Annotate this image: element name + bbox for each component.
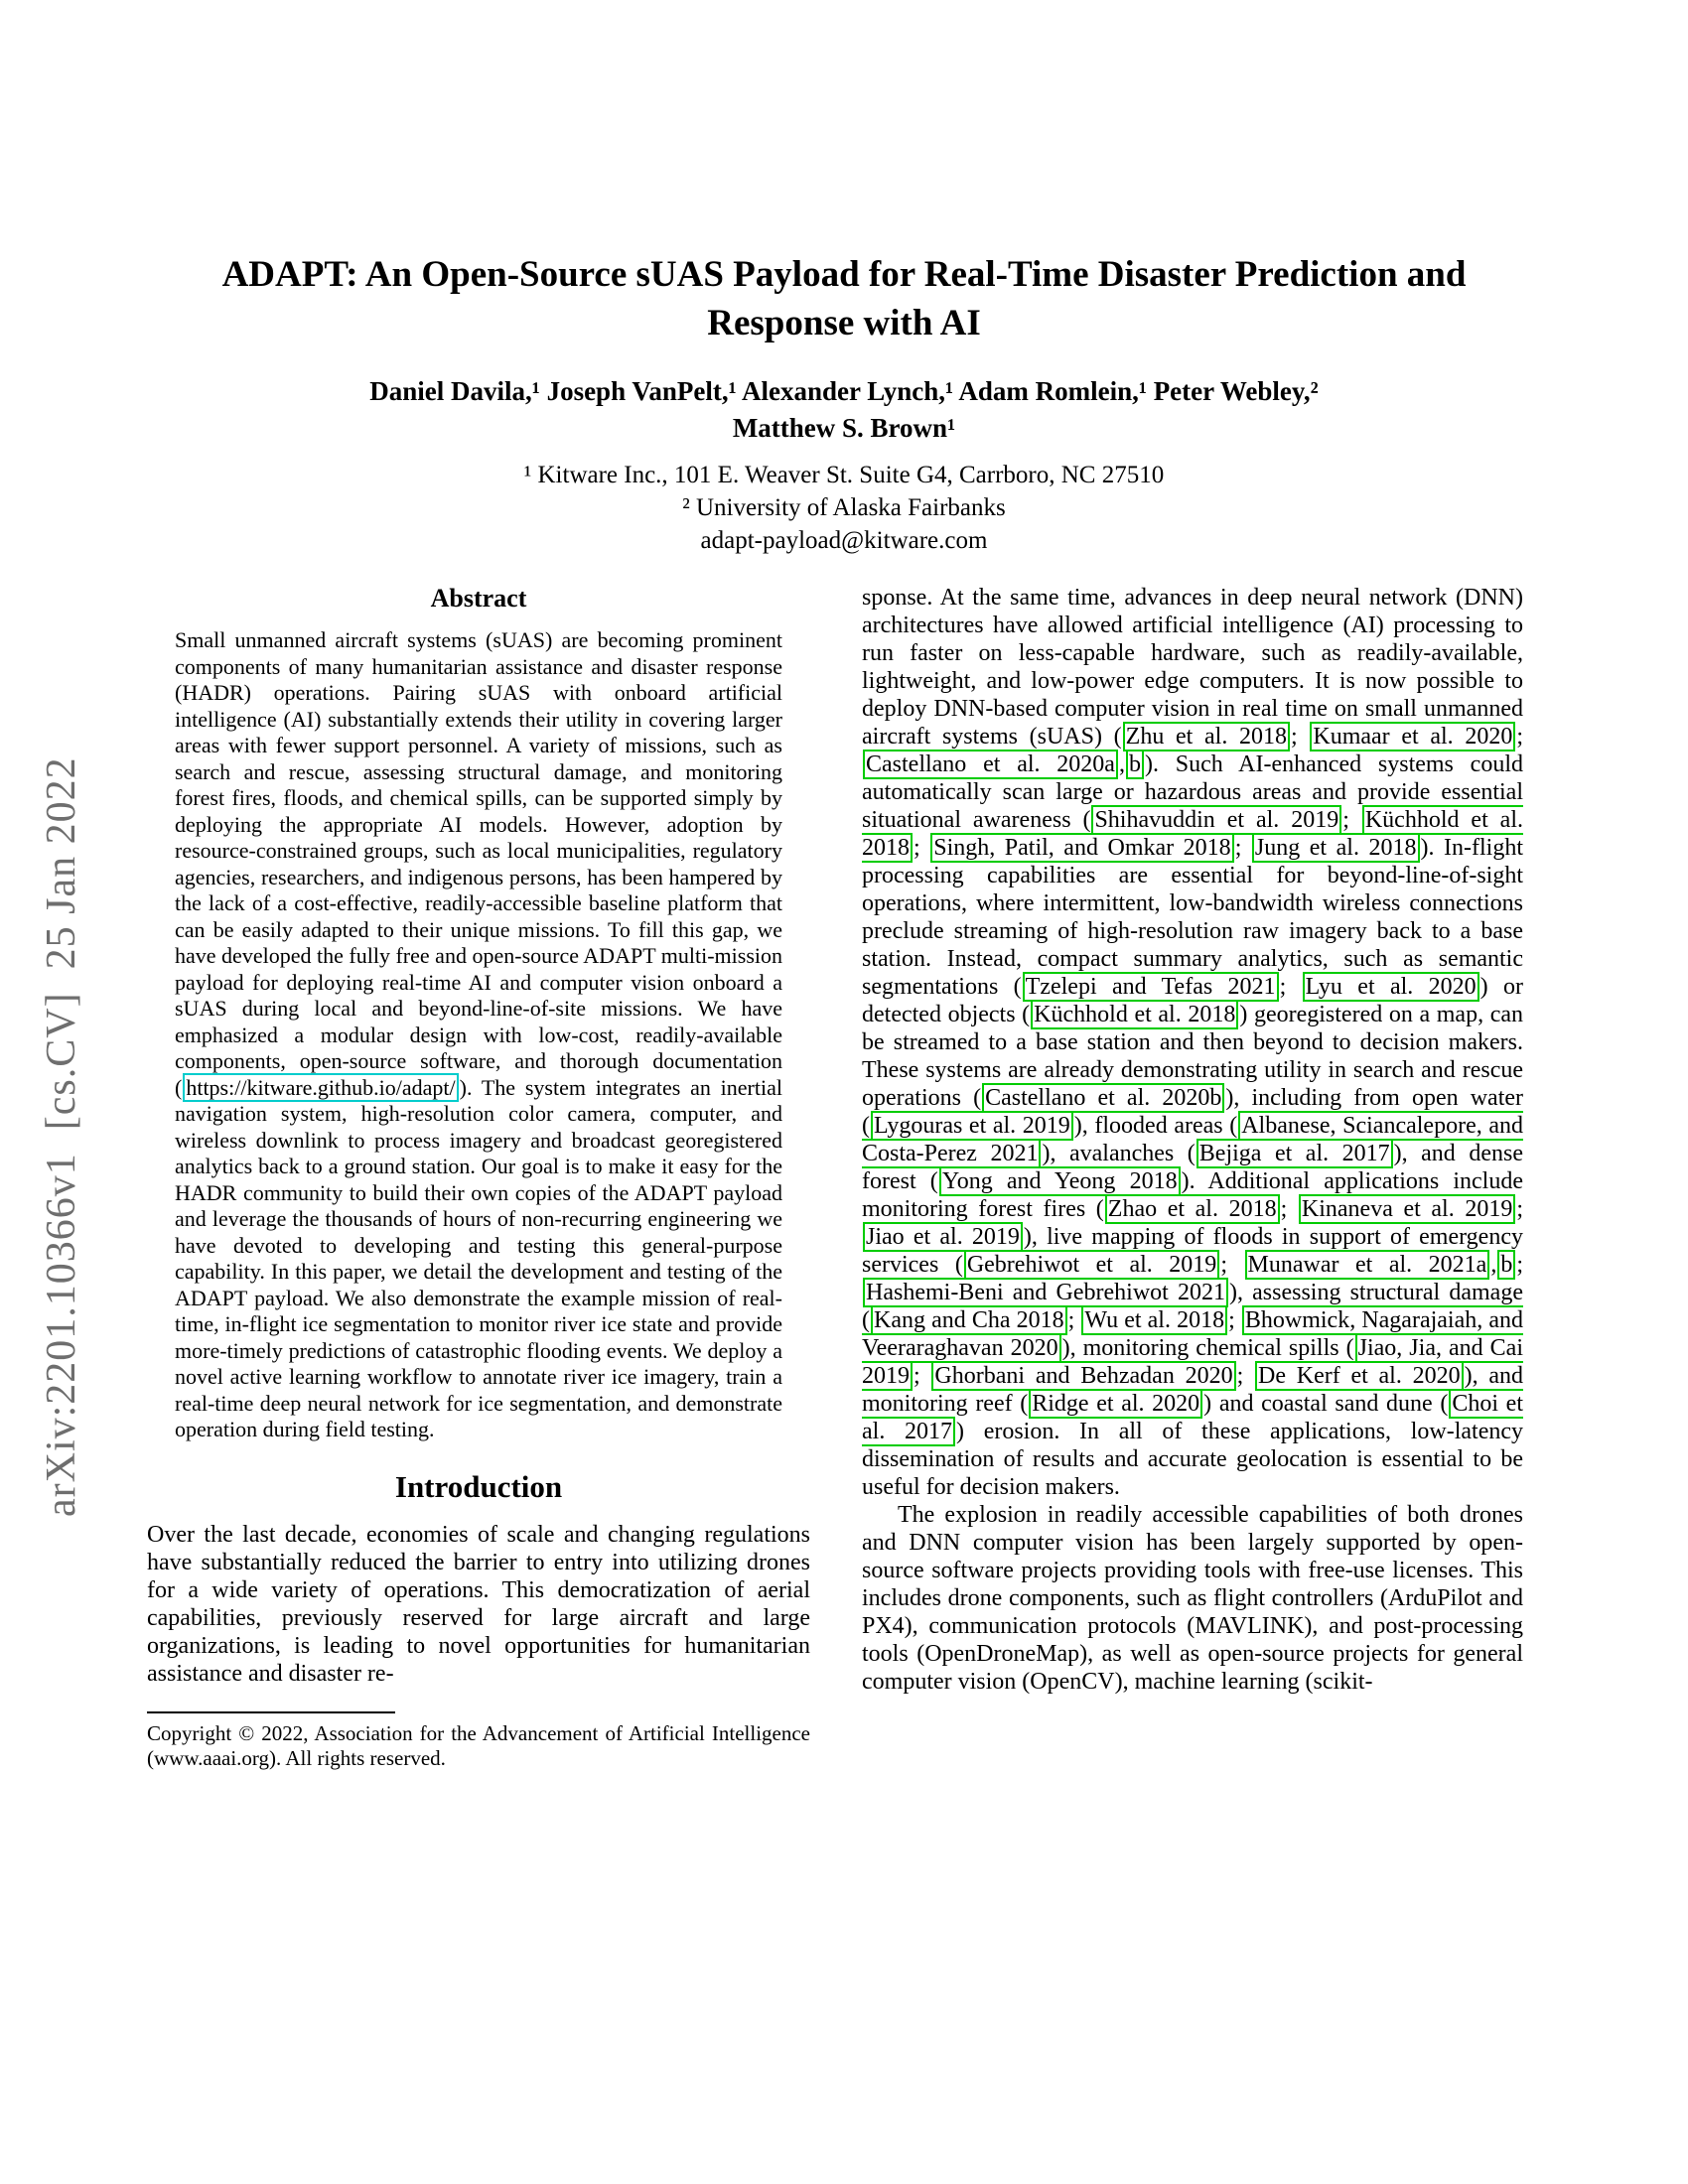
abstract-text: Small unmanned aircraft systems (sUAS) are becoming prominent components of many humanitarian assistance and disaster response (HADR) operations. Pairing sUAS with onboard artificial intelligence (AI) substantially extends their utility in covering larger areas with fewer support personnel. A variety of missions, such as search and rescue, assessing structural damage, and monitoring forest fires, floods, and chemical spills, can be supported simply by deploying the appropriate AI models. However, adoption by resource-constrained groups, such as local municipalities, regulatory agencies, researchers, and indigenous persons, has been hampered by the lack of a cost-effective, readily-accessible baseline platform that can be easily adapted to their unique missions. To fill this gap, we have developed the fully free and open-source ADAPT multi-mission payload for deploying real-time AI and computer vision onboard a sUAS during local and beyond-line-of-site missions. We have emphasized a modular design with low-cost, readily-available components, open-source software, and thorough documentation ( https://kitware.github.io/adapt/ ). The system integrates an inertial navigation system, high-resolution color camera, computer, and wireless downlink to process imagery and broadcast georegistered analytics back to a ground station. Our goal is to make it easy for the HADR community to build their own copies of the ADAPT payload and leverage the thousands of hours of non-recurring engineering we have devoted to developing and testing this general-purpose capability. In this paper, we detail the development and testing of the ADAPT payload. We also demonstrate the example mission of real-time, in-flight ice segmentation to monitor river ice state and provide more-timely predictions of catastrophic flooding events. We deploy a novel active learning workflow to annotate river ice imagery, train a real-time deep neural network for ice segmentation, and demonstrate operation during field testing.	[175, 627, 782, 1441]
paper-header	[149, 250, 1539, 557]
citation-link[interactable]: Lygouras et al. 2019	[871, 1111, 1073, 1141]
author-list	[149, 373, 1539, 447]
affiliations	[149, 459, 1539, 557]
citation-link[interactable]: Jiao, Jia, and Cai 2019	[862, 1335, 1523, 1389]
citation-link[interactable]: Wu et al. 2018	[1081, 1305, 1227, 1335]
citation-link[interactable]: Zhao et al. 2018	[1105, 1194, 1280, 1224]
copyright-text: Copyright © 2022, Association for the Advancement of Artificial Intelligence (www.aaai.org). All rights reserved.	[147, 1720, 810, 1770]
paper-title	[149, 250, 1539, 347]
affiliation-uaf: ² University of Alaska Fairbanks	[682, 494, 1006, 521]
citation-link[interactable]: Kumaar et al. 2020	[1310, 722, 1515, 751]
citation-link[interactable]: Küchhold et al. 2018	[1031, 1000, 1238, 1029]
body-paragraph-1: sponse. At the same time, advances in deep neural network (DNN) architectures have allowed artificial intelligence (AI) processing to run faster on less-capable hardware, such as readily-available, lightweight, and low-power edge computers. It is now possible to deploy DNN-based computer vision in real time on small unmanned aircraft systems (sUAS) ( Zhu et al. 2018 ; Kumaar et al. 2020 ; Castellano et al. 2020a , b ). Such AI-enhanced systems could automatically scan large or hazardous areas and provide essential situational awareness ( Shihavuddin et al. 2019 ; Küchhold et al. 2018 ; Singh, Patil, and Omkar 2018 ; Jung et al. 2018 ). In-flight processing capabilities are essential for beyond-line-of-sight operations, where intermittent, low-bandwidth wireless connections preclude streaming of high-resolution raw imagery back to a base station. Instead, compact summary analytics, such as semantic segmentations ( Tzelepi and Tefas 2021 ; Lyu et al. 2020 ) or detected objects ( Küchhold et al. 2018 ) georegistered on a map, can be streamed to a base station and then beyond to decision makers. These systems are already demonstrating utility in search and rescue operations ( Castellano et al. 2020b ), including from open water ( Lygouras et al. 2019 ), flooded areas ( Albanese, Sciancalepore, and Costa-Perez 2021 ), avalanches ( Bejiga et al. 2017 ), and dense forest ( Yong and Yeong 2018 ). Additional applications include monitoring forest fires ( Zhao et al. 2018 ; Kinaneva et al. 2019 ; Jiao et al. 2019 ), live mapping of floods in support of emergency services ( Gebrehiwot et al. 2019 ; Munawar et al. 2021a , b ; Hashemi-Beni and Gebrehiwot 2021 ), assessing structural damage ( Kang and Cha 2018 ; Wu et al. 2018 ; Bhowmick, Nagarajaiah, and Veeraraghavan 2020 ), monitoring chemical spills ( Jiao, Jia, and Cai 2019 ; Ghorbani and Behzadan 2020 ; De Kerf et al. 2020 ), and monitoring reef ( Ridge et al. 2020 ) and coastal sand dune ( Choi et al. 2017 ) erosion. In all of these applications, low-latency dissemination of results and accurate geolocation is essential to be useful for decision makers.	[862, 585, 1524, 1500]
citation-link[interactable]: Munawar et al. 2021a	[1245, 1250, 1490, 1280]
citation-link[interactable]: Küchhold et al. 2018	[862, 807, 1523, 861]
citation-link[interactable]: Ghorbani and Behzadan 2020	[931, 1361, 1235, 1391]
paper-title-line1: ADAPT: An Open-Source sUAS Payload for Real-Time Disaster Prediction and	[221, 254, 1467, 295]
citation-link[interactable]: Gebrehiwot et al. 2019	[964, 1250, 1220, 1280]
citation-link[interactable]: Tzelepi and Tefas 2021	[1023, 972, 1279, 1002]
copyright-footnote	[147, 1711, 810, 1771]
introduction-heading: Introduction	[394, 1468, 563, 1504]
citation-link[interactable]: Jiao et al. 2019	[863, 1222, 1023, 1252]
citation-link[interactable]: Castellano et al. 2020b	[982, 1083, 1224, 1113]
citation-link[interactable]: Choi et al. 2017	[862, 1391, 1523, 1444]
citation-link[interactable]: Lyu et al. 2020	[1303, 972, 1479, 1002]
citation-link[interactable]: De Kerf et al. 2020	[1255, 1361, 1464, 1391]
citation-link[interactable]: Ridge et al. 2020	[1029, 1389, 1202, 1419]
footnote-rule	[147, 1711, 395, 1713]
citation-link[interactable]: Castellano et al. 2020a	[863, 750, 1118, 779]
body-paragraph-2: The explosion in readily accessible capabilities of both drones and DNN computer vision has been largely supported by open-source software projects providing tools with free-use licenses. This includes drone components, such as flight controllers (ArduPilot and PX4), communication protocols (MAVLINK), and post-processing tools (OpenDroneMap), as well as open-source projects for general computer vision (OpenCV), machine learning (scikit-	[862, 1502, 1523, 1695]
affiliation-kitware: ¹ Kitware Inc., 101 E. Weaver St. Suite G4, Carrboro, NC 27510	[523, 462, 1165, 488]
citation-link[interactable]: Bejiga et al. 2017	[1196, 1139, 1393, 1168]
citation-link[interactable]: Bhowmick, Nagarajaiah, and Veeraraghavan 2020	[862, 1307, 1523, 1361]
introduction-paragraph: Over the last decade, economies of scale and changing regulations have substantially reduced the barrier to entry into utilizing drones for a wide variety of operations. This democratization of aerial capabilities, previously reserved for large aircraft and large organizations, is leading to novel opportunities for humanitarian assistance and disaster re-	[147, 1521, 810, 1687]
abstract-heading: Abstract	[430, 584, 527, 613]
citation-link[interactable]: Hashemi-Beni and Gebrehiwot 2021	[863, 1278, 1228, 1307]
citation-link[interactable]: Kinaneva et al. 2019	[1299, 1194, 1515, 1224]
citation-link[interactable]: Singh, Patil, and Omkar 2018	[930, 833, 1233, 863]
authors-line2: Matthew S. Brown¹	[732, 413, 956, 443]
citation-link[interactable]: b	[1497, 1250, 1515, 1280]
left-column	[147, 584, 810, 1771]
citation-link[interactable]: Kang and Cha 2018	[871, 1305, 1067, 1335]
citation-link[interactable]: b	[1126, 750, 1144, 779]
arxiv-watermark: arXiv:2201.10366v1 [cs.CV] 25 Jan 2022	[39, 756, 84, 1517]
citation-link[interactable]: Yong and Yeong 2018	[939, 1166, 1181, 1196]
contact-email: adapt-payload@kitware.com	[700, 527, 988, 554]
authors-line1: Daniel Davila,¹ Joseph VanPelt,¹ Alexander Lynch,¹ Adam Romlein,¹ Peter Webley,²	[369, 376, 1319, 406]
right-column	[862, 584, 1523, 1696]
citation-link[interactable]: Albanese, Sciancalepore, and Costa-Perez 2021	[862, 1113, 1523, 1166]
citation-link[interactable]: Zhu et al. 2018	[1123, 722, 1290, 751]
external-link[interactable]: https://kitware.github.io/adapt/	[183, 1073, 458, 1102]
paper-title-line2: Response with AI	[707, 303, 981, 343]
citation-link[interactable]: Shihavuddin et al. 2019	[1091, 805, 1341, 835]
citation-link[interactable]: Jung et al. 2018	[1252, 833, 1420, 863]
